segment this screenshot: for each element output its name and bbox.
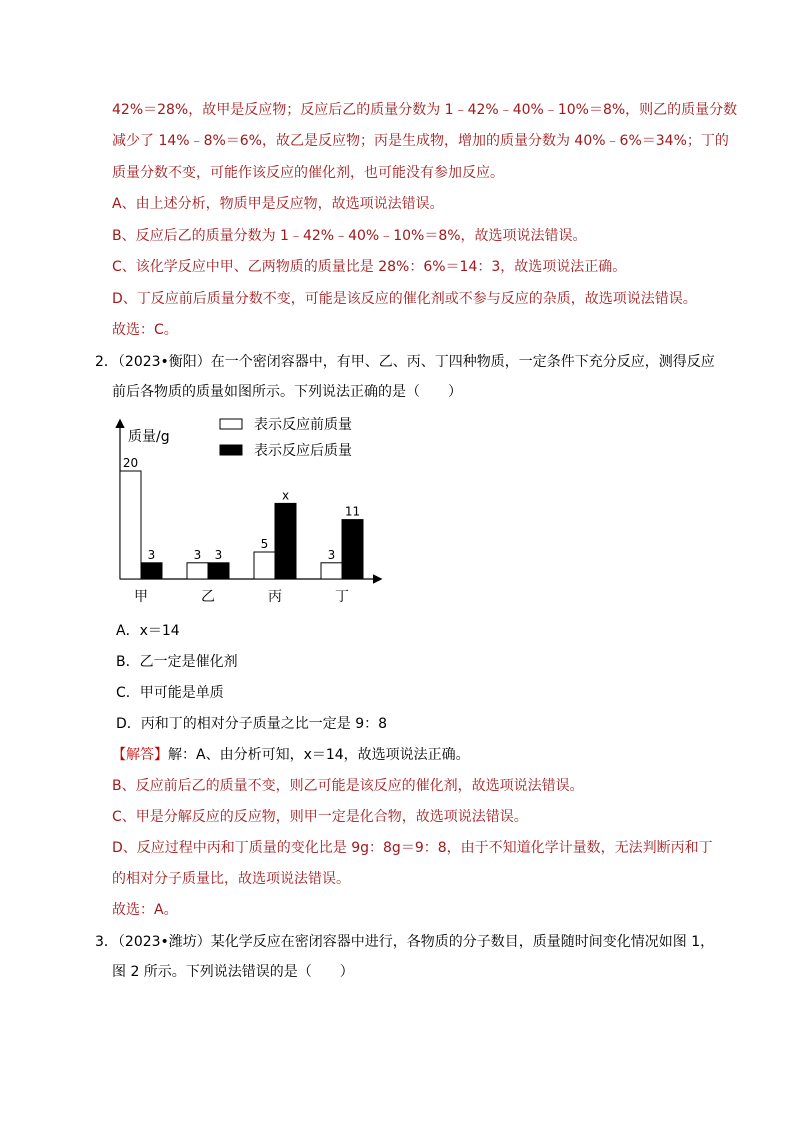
data-label: 5: [260, 537, 269, 551]
legend-swatch-after: [220, 445, 242, 455]
bar-before-3: [254, 552, 275, 579]
category-label: 丁: [335, 589, 349, 605]
analysis-line: 的相对分子质量比，故选项说法错误。: [112, 871, 350, 887]
analysis-line: D、反应过程中丙和丁质量的变化比是 9g：8g＝9：8，由于不知道化学计量数，无法判断丙和丁: [112, 840, 713, 856]
analysis-line: C、该化学反应中甲、乙两物质的质量比是 28%：6%＝14：3，故选项说法正确。: [112, 259, 627, 275]
legend-label-after: 表示反应后质量: [254, 443, 352, 459]
analysis-line: C、甲是分解反应的反应物，则甲一定是化合物，故选项说法错误。: [112, 809, 528, 825]
legend-label-before: 表示反应前质量: [254, 417, 352, 433]
data-label: 3: [193, 547, 202, 562]
bar-before-1: [120, 471, 141, 579]
data-label: 11: [344, 504, 361, 519]
answer-head-text: 解：A、由分析可知，x＝14，故选项说法正确。: [168, 747, 470, 763]
category-label: 丙: [268, 589, 282, 605]
bar-chart: [100, 405, 400, 605]
analysis-line: B、反应前后乙的质量不变，则乙可能是该反应的催化剂，故选项说法错误。: [112, 778, 584, 794]
bar-before-4: [321, 563, 342, 579]
bar-after-1: [141, 563, 162, 579]
legend-swatch-before: [220, 419, 242, 429]
option-d: D．丙和丁的相对分子质量之比一定是 9：8: [116, 716, 388, 732]
question-3-stem: 图 2 所示。下列说法错误的是（ ）: [112, 964, 354, 980]
answer-line: 故选：A。: [112, 902, 178, 918]
category-label: 甲: [134, 589, 148, 605]
analysis-line: 42%＝28%，故甲是反应物；反应后乙的质量分数为 1﹣42%﹣40%﹣10%＝8%，则乙的质量分数: [112, 102, 738, 118]
answer-head: [112, 745, 470, 765]
data-label: 3: [214, 547, 223, 562]
question-2-stem: 前后各物质的质量如图所示。下列说法正确的是（ ）: [112, 384, 462, 400]
data-label: 3: [147, 547, 156, 562]
bar-before-2: [187, 563, 208, 579]
bar-after-4: [342, 520, 363, 579]
bar-after-2: [208, 563, 229, 579]
data-label: 20: [122, 456, 139, 470]
y-axis-label: 质量/g: [128, 429, 170, 445]
option-a: A．x＝14: [116, 623, 180, 639]
analysis-line: B、反应后乙的质量分数为 1﹣42%﹣40%﹣10%＝8%，故选项说法错误。: [112, 228, 587, 244]
data-label: 3: [327, 547, 336, 562]
bar-after-3: [275, 503, 296, 579]
category-label: 乙: [201, 589, 215, 605]
answer-tag: 【解答】: [112, 747, 168, 763]
question-2-stem: 2．（2023•衡阳）在一个密闭容器中，有甲、乙、丙、丁四种物质，一定条件下充分反应，测得反应: [95, 354, 715, 370]
analysis-line: D、丁反应前后质量分数不变，可能是该反应的催化剂或不参与反应的杂质，故选项说法错误。: [112, 291, 697, 307]
analysis-line: 减少了 14%﹣8%＝6%，故乙是反应物；丙是生成物，增加的质量分数为 40%﹣6%＝34%；丁的: [112, 133, 729, 149]
option-b: B．乙一定是催化剂: [116, 654, 238, 670]
analysis-line: 质量分数不变，可能作该反应的催化剂，也可能没有参加反应。: [112, 165, 504, 181]
answer-line: 故选：C。: [112, 322, 178, 338]
option-c: C．甲可能是单质: [116, 685, 224, 701]
analysis-line: A、由上述分析，物质甲是反应物，故选项说法错误。: [112, 196, 444, 212]
question-3-stem: 3．（2023•潍坊）某化学反应在密闭容器中进行，各物质的分子数目，质量随时间变化情况如图 1，: [95, 934, 715, 950]
data-label: x: [281, 488, 290, 503]
